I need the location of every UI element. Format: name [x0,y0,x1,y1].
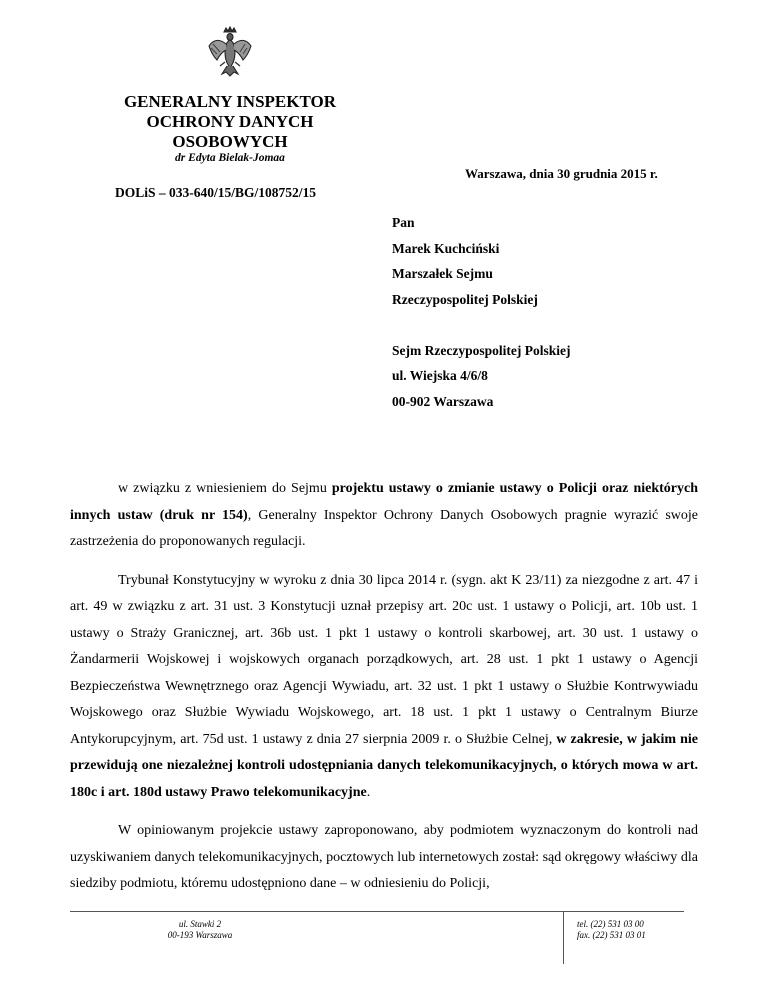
recipient-line: Marszałek Sejmu [392,266,493,281]
footer-address-line: ul. Stawki 2 [178,919,222,929]
reference-number: DOLiS – 033-640/15/BG/108752/15 [115,185,317,200]
recipient-line: 00-902 Warszawa [392,393,494,409]
recipient-line: ul. Wiejska 4/6/8 [392,368,488,383]
letter-body [70,476,698,910]
body-paragraph-1 [70,476,698,556]
inspector-name: dr Edyta Bielak-Jomaa [175,152,285,164]
paragraph-segment: W opiniowanym projekcie ustawy zaproponowano, aby podmiotem wyznaczonym do kontroli nad uzyskiwaniem danych telekomunikacyjnych, pocztowych lub internetowych został: sąd okręgowy właściwy dla siedziby podmiotu, któremu udostępniono dane – w odniesieniu do Policji, [70,823,698,891]
footer-address [140,919,260,941]
footer-separator [563,912,564,964]
paragraph-segment: , Generalny Inspektor Ochrony Danych Osobowych pragnie wyrazić swoje zastrzeżenia do proponowanych regulacji. [70,507,698,549]
body-paragraph-2 [70,568,698,807]
paragraph-segment-bold: projektu ustawy o zmianie ustawy o Policji oraz niektórych innych ustaw (druk nr 154) [70,481,698,523]
address-spacer [392,312,570,338]
recipient-line: Rzeczypospolitej Polskiej [392,291,538,307]
footer-phone: tel. (22) 531 03 00 [577,919,644,929]
paragraph-segment: w związku z wniesieniem do Sejmu [118,481,332,496]
recipient-line: Pan [392,215,415,230]
footer-fax: fax. (22) 531 03 01 [577,930,646,940]
institution-line: OCHRONY DANYCH [146,112,314,131]
paragraph-segment: . [366,784,371,800]
recipient-address [392,210,570,414]
letter-date: Warszawa, dnia 30 grudnia 2015 r. [465,166,658,181]
institution-name [100,92,360,152]
footer-contact [577,919,646,941]
institution-line: GENERALNY INSPEKTOR [123,92,337,111]
paragraph-segment: Trybunał Konstytucyjny w wyroku z dnia 30 lipca 2014 r. (sygn. akt K 23/11) za niezgodne z art. 47 i art. 49 w związku z art. 31 ust. 3 Konstytucji uznał przepisy art. 20c ust. 1 ustawy o Policji, art. 10b ust. 1 ustawy o Straży Granicznej, art. 36b ust. 1 pkt 1 ustawy o kontroli skarbowej, art. 30 ust. 1 ustawy o Żandarmerii Wojskowej i wojskowych organach porządkowych, art. 28 ust. 1 pkt 1 ustawy o Agencji Bezpieczeństwa Wewnętrznego oraz Agencji Wywiadu, art. 32 ust. 1 pkt 1 ustawy o Służbie Kontrwywiadu Wojskowego oraz Służbie Wywiadu Wojskowego, art. 18 ust. 1 pkt 1 ustawy o Centralnym Biurze Antykorupcyjnym, art. 75d ust. 1 ustawy z dnia 27 sierpnia 2009 r. o Służbie Celnej, [70,572,698,747]
recipient-line: Marek Kuchciński [392,240,500,256]
footer-divider [70,911,684,912]
recipient-line: Sejm Rzeczypospolitej Polskiej [392,342,571,358]
polish-eagle-emblem-icon [207,26,253,78]
institution-line: OSOBOWYCH [172,132,288,151]
paragraph-segment-bold: w zakresie, w jakim nie przewidują one niezależnej kontroli udostępniania danych telekomunikacyjnych, o których mowa w art. 180c i art. 180d ustawy Prawo telekomunikacyjne [70,731,699,800]
body-paragraph-3 [70,818,698,898]
footer-address-line: 00-193 Warszawa [167,930,233,940]
